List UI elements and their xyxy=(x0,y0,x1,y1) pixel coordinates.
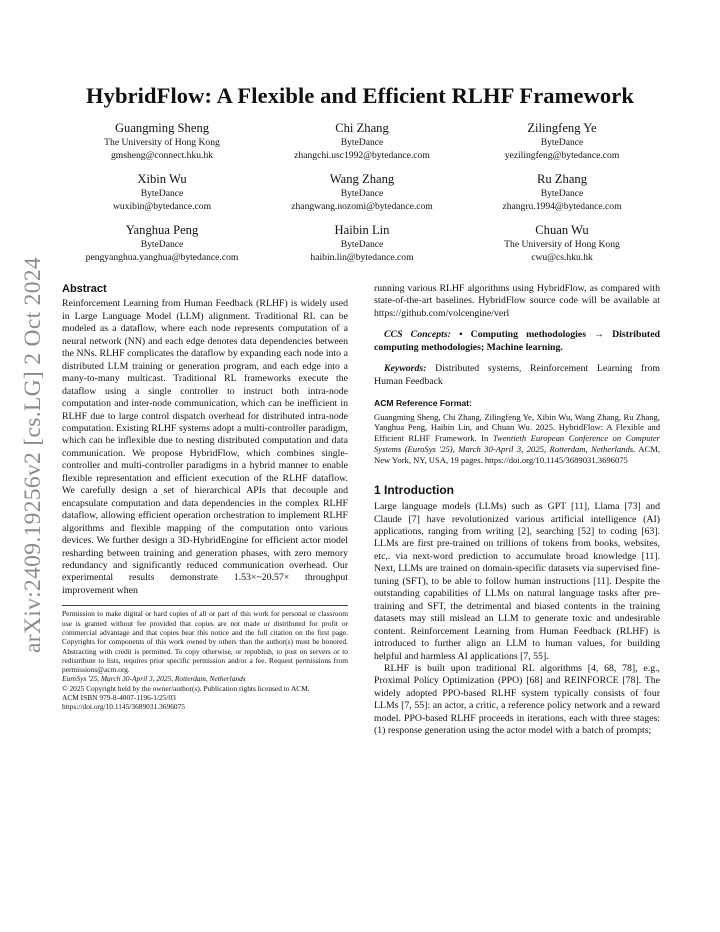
ccs-label: CCS Concepts: xyxy=(384,329,451,341)
keywords-label: Keywords: xyxy=(384,363,427,375)
author-affiliation: ByteDance xyxy=(540,188,584,199)
arxiv-identifier-text: arXiv:2409.19256v2 [cs.LG] 2 Oct 2024 xyxy=(20,266,45,653)
author-email[interactable]: gmsheng@connect.hku.hk xyxy=(110,150,214,161)
right-column xyxy=(374,283,660,738)
footnote-rule xyxy=(62,605,348,606)
author-grid xyxy=(62,120,662,264)
author-name: Haibin Lin xyxy=(334,223,390,237)
author-email[interactable]: zhangchi.usc1992@bytedance.com xyxy=(294,150,430,161)
left-column xyxy=(62,283,348,712)
author-affiliation: The University of Hong Kong xyxy=(104,137,220,148)
ccs-text: • Computing methodologies → Distributed computing methodologies; Machine learning. xyxy=(374,329,660,353)
acm-reference-text xyxy=(374,412,660,466)
author-name: Xibin Wu xyxy=(137,172,187,186)
author-block xyxy=(262,120,462,162)
author-block xyxy=(262,171,462,213)
acm-reference-tail: ACM, New York, NY, USA, 19 pages. https://doi.org/10.1145/3689031.3696075 xyxy=(374,444,660,465)
acm-reference-authors: Guangming Sheng, Chi Zhang, Zilingfeng Ye, Xibin Wu, Wang Zhang, Ru Zhang, Yanghua Peng, Haibin Lin, and Chuan Wu. 2025. HybridFlow: A Flexible and Efficient RLHF Framework. In xyxy=(374,411,660,444)
author-affiliation: ByteDance xyxy=(340,239,384,250)
permission-notice: Permission to make digital or hard copies of all or part of this work for personal or classroom use is granted without fee provided that copies are not made or distributed for profit or commercial advantage and that copies bear this notice and the full citation on the first page. Copyrights for components of this work owned by others than the author(s) must be honored. Abstracting with credit is permitted. To copy otherwise, or republish, to post on servers or to redistribute to lists, requires prior specific permission and/or a fee. Request permissions from permissions@acm.org. xyxy=(62,609,348,675)
author-email[interactable]: zhangwang.nozomi@bytedance.com xyxy=(291,201,433,212)
isbn: ACM ISBN 979-8-4007-1196-1/25/03 xyxy=(62,693,176,702)
acm-reference-venue: Twentieth European Conference on Computer Systems (EuroSys '25), March 30-April 3, 2025, Rotterdam, Netherlands. xyxy=(374,433,660,455)
author-email[interactable]: haibin.lin@bytedance.com xyxy=(310,252,414,263)
author-block xyxy=(262,222,462,264)
author-email[interactable]: yezilingfeng@bytedance.com xyxy=(504,150,620,161)
author-email[interactable]: zhangru.1994@bytedance.com xyxy=(502,201,622,212)
acm-reference xyxy=(374,397,660,465)
abstract-text: Reinforcement Learning from Human Feedback (RLHF) is widely used in Large Language Model (LLM) alignment. Traditional RL can be modeled as a dataflow, where each node represents computation of a neural network (NN) and each edge denotes data dependencies between the NNs. RLHF complicates the dataflow by expanding each node into a distributed LLM training or generation program, and each edge into a many-to-many multicast. Traditional RL frameworks execute the dataflow using a single controller to instruct both intra-node computation and inter-node communication, which can be inefficient in RLHF due to large control dispatch overhead for distributed intra-node computation. Existing RLHF systems adopt a multi-controller paradigm, which can be inflexible due to nesting distributed computation and data communication. We propose HybridFlow, which combines single-controller and multi-controller paradigms in a hybrid manner to enable flexible representation and efficient execution of the RLHF dataflow. We carefully design a set of hierarchical APIs that decouple and encapsulate computation and data dependencies in the complex RLHF dataflow, allowing efficient operation orchestration to implement RLHF algorithms and flexible mapping of the computation onto various devices. We further design a 3D-HybridEngine for efficient actor model resharding between training and generation phases, with zero memory redundancy and significantly reduced communication overhead. Our experimental results demonstrate 1.53×~20.57× throughput improvement when xyxy=(62,298,348,596)
paper-title: HybridFlow: A Flexible and Efficient RLHF Framework xyxy=(86,83,634,108)
ccs-concepts xyxy=(374,329,660,354)
author-affiliation: ByteDance xyxy=(340,137,384,148)
abstract-continued: running various RLHF algorithms using HybridFlow, as compared with state-of-the-art baselines. HybridFlow source code will be available at https://github.com/volcengine/verl xyxy=(374,283,660,319)
author-block xyxy=(62,171,262,213)
author-email[interactable]: cwu@cs.hku.hk xyxy=(531,252,593,263)
keywords xyxy=(374,363,660,388)
introduction-heading: 1 Introduction xyxy=(374,482,454,497)
author-block xyxy=(62,120,262,162)
author-block xyxy=(462,171,662,213)
copyright-notice: © 2025 Copyright held by the owner/author(s). Publication rights licensed to ACM. xyxy=(62,683,310,693)
author-block xyxy=(462,120,662,162)
acm-reference-heading: ACM Reference Format: xyxy=(374,398,472,409)
arxiv-identifier xyxy=(10,255,54,655)
abstract-heading: Abstract xyxy=(62,283,107,295)
author-affiliation: ByteDance xyxy=(140,239,184,250)
doi: https://doi.org/10.1145/3689031.3696075 xyxy=(62,702,185,712)
author-block xyxy=(462,222,662,264)
author-name: Ru Zhang xyxy=(536,172,588,186)
intro-paragraph-2: RLHF is built upon traditional RL algorithms [4, 68, 78], e.g., Proximal Policy Optimization (PPO) [68] and REINFORCE [78]. The widely adopted PPO-based RLHF system typically consists of four LLMs [7, 55]: an actor, a critic, a reference policy network and a reward model. PPO-based RLHF proceeds in iterations, each with three stages: (1) response generation using the actor model with a batch of prompts; xyxy=(374,662,660,737)
author-name: Zilingfeng Ye xyxy=(527,121,597,135)
author-name: Wang Zhang xyxy=(329,172,395,186)
author-block xyxy=(62,222,262,264)
author-affiliation: ByteDance xyxy=(340,188,384,199)
intro-paragraph-1: Large language models (LLMs) such as GPT [11], Llama [73] and Claude [7] have revolutionized various artificial intelligence (AI) applications, ranging from writing [2], searching [52] to coding [63]. LLMs are first pre-trained on trillions of tokens from books, websites, etc,. via next-word prediction to accumulate broad knowledge [11]. Next, LLMs are trained on domain-specific datasets via supervised fine-tuning (SFT), to be able to follow human instructions [11]. Despite the outstanding capabilities of LLMs on natural language tasks after pre-training and SFT, the detrimental and biased contents in the training datasets may still mislead an LLM to generate toxic and undesirable content. Reinforcement Learning from Human Feedback (RLHF) is introduced to further align an LLM to human values, for building helpful and harmless AI applications [7, 55]. xyxy=(374,501,660,662)
author-name: Yanghua Peng xyxy=(125,223,199,237)
permission-venue: EuroSys '25, March 30-April 3, 2025, Rotterdam, Netherlands xyxy=(62,674,246,684)
author-name: Chuan Wu xyxy=(535,223,589,237)
author-affiliation: The University of Hong Kong xyxy=(504,239,620,250)
author-email[interactable]: pengyanghua.yanghua@bytedance.com xyxy=(85,252,239,263)
author-affiliation: ByteDance xyxy=(540,137,584,148)
author-name: Chi Zhang xyxy=(335,121,389,135)
author-name: Guangming Sheng xyxy=(114,121,210,135)
author-email[interactable]: wuxibin@bytedance.com xyxy=(112,201,212,212)
author-affiliation: ByteDance xyxy=(140,188,184,199)
keywords-text: Distributed systems, Reinforcement Learning from Human Feedback xyxy=(374,363,660,387)
